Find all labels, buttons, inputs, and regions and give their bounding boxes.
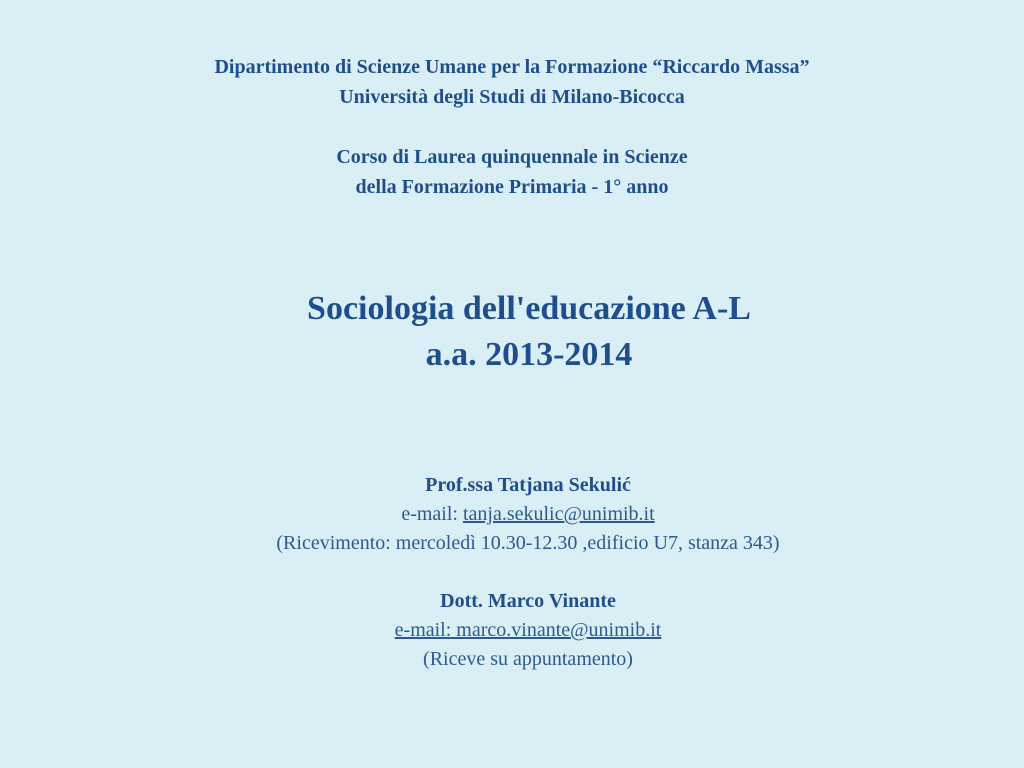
header-spacer [0, 112, 1024, 142]
department-name: Dipartimento di Scienze Umane per la Formazione “Riccardo Massa” [214, 56, 810, 78]
contacts-block [0, 471, 1024, 674]
professor-email-label: e-mail: [401, 503, 463, 525]
title-academic-year: a.a. 2013-2014 [425, 336, 633, 373]
header-block [0, 52, 1024, 202]
contacts-spacer [0, 558, 1024, 587]
assistant-email-line [0, 616, 1024, 645]
course-name-line-2: della Formazione Primaria - 1° anno [355, 176, 669, 198]
assistant-name: Dott. Marco Vinante [440, 590, 616, 612]
professor-office-hours: (Ricevimento: mercoledì 10.30-12.30 ,edificio U7, stanza 343) [276, 532, 780, 554]
professor-name: Prof.ssa Tatjana Sekulić [425, 474, 631, 496]
university-name: Università degli Studi di Milano-Bicocca [339, 86, 685, 108]
course-name-line-1: Corso di Laurea quinquennale in Scienze [336, 146, 688, 168]
slide-title [0, 286, 1024, 378]
professor-email-line [0, 500, 1024, 529]
professor-email-link[interactable]: tanja.sekulic@unimib.it [462, 503, 655, 525]
title-course: Sociologia dell'educazione A-L [307, 290, 751, 327]
assistant-email-link[interactable]: e-mail: marco.vinante@unimib.it [394, 619, 662, 641]
assistant-office-hours: (Riceve su appuntamento) [423, 648, 633, 670]
